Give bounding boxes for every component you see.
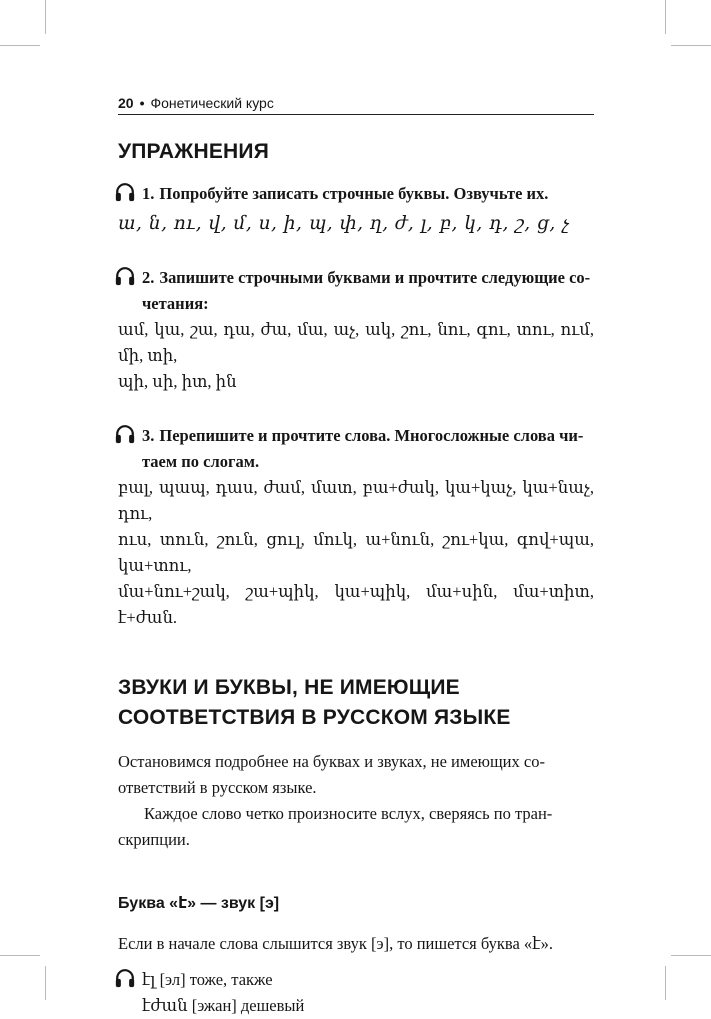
exercise-2-combinations-line-2: պի, սի, իտ, ին (118, 372, 237, 391)
sounds-heading-line-1: ЗВУКИ И БУКВЫ, НЕ ИМЕЮЩИЕ (118, 676, 460, 699)
headphones-icon[interactable] (114, 967, 136, 989)
exercise-3-instruction: 3. Перепишите и прочтите слова. Многосложные слова чи- (142, 426, 584, 445)
headphones-icon[interactable] (114, 423, 136, 445)
exercise-2-combinations-line-1: ամ, կա, շա, դա, ժա, մա, աչ, ակ, շու, նու, գու, տու, ում, մի, տի, (118, 320, 594, 365)
exercise-3-words-line-2: ուս, տուն, շուն, ցուլ, մուկ, ա+նուն, շու+կա, գով+պա, կա+տու, (118, 530, 594, 575)
crop-mark-top-right (665, 0, 666, 34)
sounds-heading-line-2: СООТВЕТСТВИЯ В РУССКОМ ЯЗЫКЕ (118, 706, 511, 729)
exercise-3 (118, 423, 594, 631)
headphones-icon[interactable] (114, 181, 136, 203)
intro-paragraph-line-1: Остановимся подробнее на буквах и звуках, не имеющих со- (118, 752, 545, 771)
headphones-icon[interactable] (114, 265, 136, 287)
exercise-1 (118, 181, 594, 239)
vocabulary-examples (118, 967, 594, 1019)
header-separator: • (139, 95, 145, 111)
vocab-item: էլ [эл] тоже, также (142, 970, 273, 989)
exercise-3-words-line-1: բալ, պապ, դաս, ժամ, մատ, բա+ժակ, կա+կաչ, կա+նաչ, դու, (118, 478, 594, 523)
exercise-2-instruction: 2. Запишите строчными буквами и прочтите следующие со- (142, 268, 591, 287)
crop-mark-top-left (45, 0, 46, 34)
crop-mark-right-bottom (671, 955, 711, 956)
letter-heading: Буква «է» — звук [э] (118, 895, 280, 912)
exercises-heading: УПРАЖНЕНИЯ (118, 140, 269, 163)
advice-paragraph-line-1: Каждое слово четко произносите вслух, сверяясь по тран- (144, 804, 553, 823)
course-title: Фонетический курс (150, 95, 274, 111)
crop-mark-bottom-left (45, 966, 46, 1000)
letter-rule: Если в начале слова слышится звук [э], то пишется буква «է». (118, 934, 553, 953)
crop-mark-left-bottom (0, 955, 40, 956)
crop-mark-right-top (671, 45, 711, 46)
exercise-2 (118, 265, 594, 395)
exercise-1-letters: ա, ն, ու, վ, մ, ս, ի, պ, փ, ղ, ժ, լ, բ, կ, դ, շ, ց, չ (118, 213, 570, 234)
exercise-3-words-line-3: մա+նու+շակ, շա+պիկ, կա+պիկ, մա+սին, մա+տիտ, է+ժան. (118, 582, 594, 627)
exercise-3-instruction-cont: таем по слогам. (142, 452, 260, 471)
vocab-item: էժան [эжан] дешевый (142, 996, 305, 1015)
crop-mark-bottom-right (665, 966, 666, 1000)
exercise-1-instruction: 1. Попробуйте записать строчные буквы. Озвучьте их. (142, 184, 549, 203)
crop-mark-left-top (0, 45, 40, 46)
advice-paragraph-line-2: скрипции. (118, 830, 190, 849)
book-page (118, 92, 594, 1019)
intro-paragraph-line-2: ответствий в русском языке. (118, 778, 317, 797)
exercise-2-instruction-cont: четания: (142, 294, 209, 313)
page-number: 20 (118, 95, 134, 111)
running-header (118, 92, 594, 115)
